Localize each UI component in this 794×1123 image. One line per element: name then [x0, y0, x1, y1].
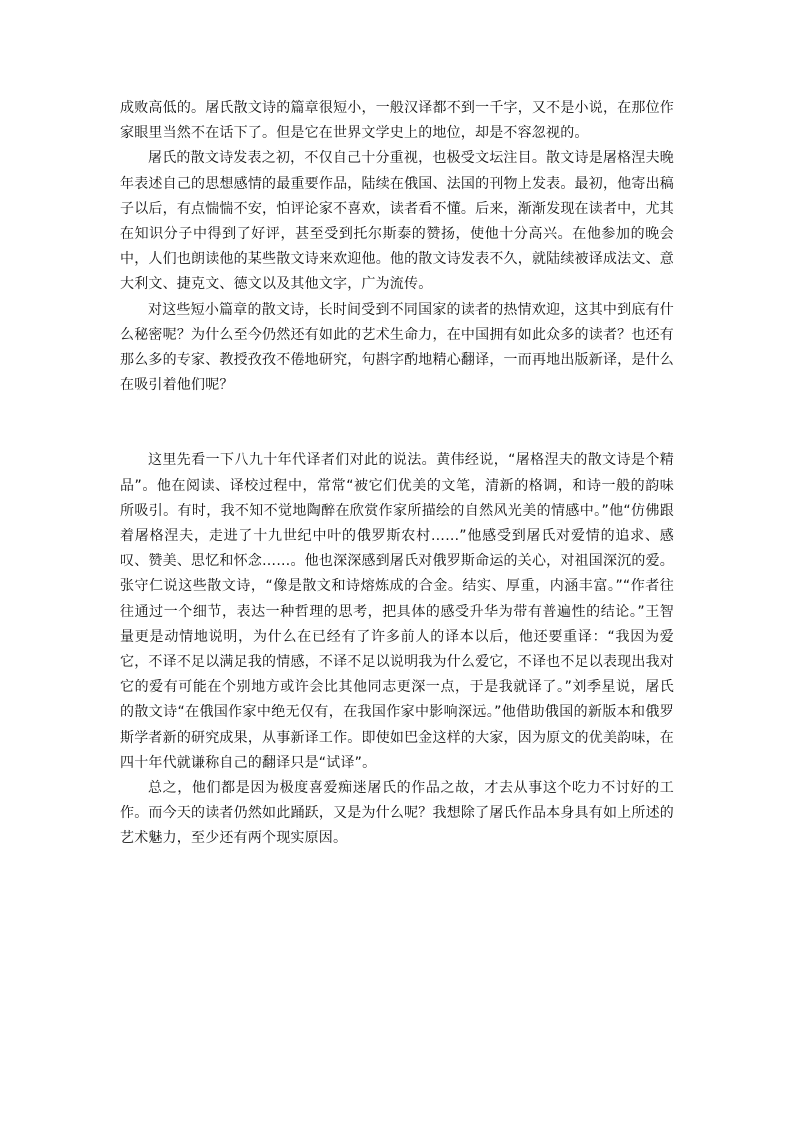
section-gap — [120, 398, 674, 448]
paragraph-1: 成败高低的。屠氏散文诗的篇章很短小，一般汉译都不到一千字，又不是小说，在那位作家眼里当然不在话下了。但是它在世界文学史上的地位，却是不容忽视的。 — [120, 100, 674, 142]
paragraph-2: 屠氏的散文诗发表之初，不仅自己十分重视，也极受文坛注目。散文诗是屠格涅夫晚年表述自己的思想感情的最重要作品，陆续在俄国、法国的刊物上发表。最初，他寄出稿子以后，有点惴惴不安，怕评论家不喜欢，读者看不懂。后来，渐渐发现在读者中，尤其在知识分子中得到了好评，甚至受到托尔斯泰的赞扬，使他十分高兴。在他参加的晚会中，人们也朗读他的某些散文诗来欢迎他。他的散文诗发表不久，就陆续被译成法文、意大利文、捷克文、德文以及其他文字，广为流传。 — [120, 150, 674, 293]
paragraph-5: 总之，他们都是因为极度喜爱痴迷屠氏的作品之故，才去从事这个吃力不讨好的工作。而今天的读者仍然如此踊跃，又是为什么呢？我想除了屠氏作品本身具有如上所述的艺术魅力，至少还有两个现实原因。 — [120, 780, 674, 847]
document-page — [120, 96, 674, 852]
paragraph-3: 对这些短小篇章的散文诗，长时间受到不同国家的读者的热情欢迎，这其中到底有什么秘密呢？为什么至今仍然还有如此的艺术生命力，在中国拥有如此众多的读者？也还有那么多的专家、教授孜孜不倦地研究，句斟字酌地精心翻译，一而再地出版新译，是什么在吸引着他们呢？ — [120, 301, 674, 394]
paragraph-4: 这里先看一下八九十年代译者们对此的说法。黄伟经说，“屠格涅夫的散文诗是个精品”。他在阅读、译校过程中，常常“被它们优美的文笔，清新的格调，和诗一般的韵味所吸引。有时，我不知不觉地陶醉在欣赏作家所描绘的自然风光美的情感中。”他“仿佛跟着屠格涅夫，走进了十九世纪中叶的俄罗斯农村……”他感受到屠氏对爱情的追求、感叹、赞美、思忆和怀念……。他也深深感到屠氏对俄罗斯命运的关心，对祖国深沉的爱。张守仁说这些散文诗，“像是散文和诗熔炼成的合金。结实、厚重，内涵丰富。”“作者往往通过一个细节，表达一种哲理的思考，把具体的感受升华为带有普遍性的结论。”王智量更是动情地说明，为什么在已经有了许多前人的译本以后，他还要重译：“我因为爱它，不译不足以满足我的情感，不译不足以说明我为什么爱它，不译也不足以表现出我对它的爱有可能在个别地方或许会比其他同志更深一点，于是我就译了。”刘季星说，屠氏的散文诗“在俄国作家中绝无仅有，在我国作家中影响深远。”他借助俄国的新版本和俄罗斯学者新的研究成果，从事新译工作。即使如巴金这样的大家，因为原文的优美韵味，在四十年代就谦称自己的翻译只是“试译”。 — [120, 452, 674, 771]
